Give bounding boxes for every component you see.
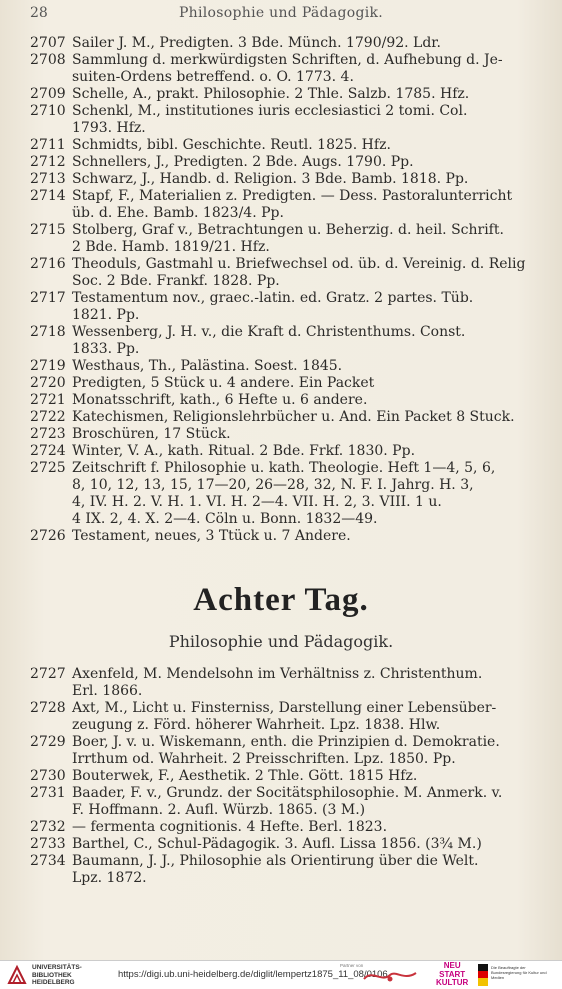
neustart-kultur-logo[interactable]: NEU START KULTUR (436, 961, 469, 987)
entry-number: 2720 (30, 375, 66, 391)
entry-list-after (30, 666, 544, 887)
section-subtitle: Philosophie und Pädagogik. (168, 632, 394, 651)
entry-text: Barthel, C., Schul-Pädagogik. 3. Aufl. Lissa 1856. (3¾ M.) (72, 836, 482, 852)
entry-text: Monatsschrift, kath., 6 Hefte u. 6 andere. (72, 392, 368, 408)
entry-number: 2717 (30, 290, 66, 306)
catalog-entry (30, 443, 544, 460)
entry-number: 2708 (30, 52, 66, 68)
entry-number: 2713 (30, 171, 66, 187)
entry-text: Wessenberg, J. H. v., die Kraft d. Christenthums. Const. 1833. Pp. (72, 324, 466, 357)
entry-text: — fermenta cognitionis. 4 Hefte. Berl. 1823. (72, 819, 388, 835)
entry-text: Schelle, A., prakt. Philosophie. 2 Thle. Salzb. 1785. Hfz. (72, 86, 470, 102)
partner-logo-icon[interactable] (360, 967, 420, 985)
entry-text: Axt, M., Licht u. Finsterniss, Darstellung einer Lebensüber- zeugung z. Förd. höherer Wahrheit. Lpz. 1838. Hlw. (72, 700, 497, 733)
entry-number: 2711 (30, 137, 66, 153)
entry-text: Baumann, J. J., Philosophie als Orientirung über die Welt. Lpz. 1872. (72, 853, 479, 886)
entry-text: Schenkl, M., institutiones iuris ecclesiastici 2 tomi. Col. 1793. Hfz. (72, 103, 468, 136)
university-library-logo-icon[interactable] (6, 964, 28, 986)
entry-number: 2716 (30, 256, 66, 272)
entry-number: 2726 (30, 528, 66, 544)
entry-number: 2719 (30, 358, 66, 374)
entry-number: 2732 (30, 819, 66, 835)
catalog-entry (30, 734, 544, 768)
federal-eagle-icon (478, 964, 488, 986)
catalog-entry (30, 700, 544, 734)
catalog-entry (30, 86, 544, 103)
catalog-entry (30, 154, 544, 171)
entry-text: Westhaus, Th., Palästina. Soest. 1845. (72, 358, 343, 374)
entry-number: 2728 (30, 700, 66, 716)
entry-number: 2734 (30, 853, 66, 869)
entry-number: 2725 (30, 460, 66, 476)
page-header (0, 5, 562, 23)
entry-number: 2729 (30, 734, 66, 750)
catalog-entry (30, 103, 544, 137)
entry-text: Axenfeld, M. Mendelsohn im Verhältniss z. Christenthum. Erl. 1866. (72, 666, 483, 699)
catalog-entry (30, 35, 544, 52)
entry-number: 2718 (30, 324, 66, 340)
entry-number: 2727 (30, 666, 66, 682)
entry-number: 2724 (30, 443, 66, 459)
entry-number: 2714 (30, 188, 66, 204)
catalog-entry (30, 853, 544, 887)
entry-list-before (30, 35, 544, 545)
entry-number: 2709 (30, 86, 66, 102)
entry-number: 2712 (30, 154, 66, 170)
catalog-entry (30, 137, 544, 154)
entry-number: 2722 (30, 409, 66, 425)
entry-text: Bouterwek, F., Aesthetik. 2 Thle. Gött. 1815 Hfz. (72, 768, 418, 784)
catalog-entry (30, 785, 544, 819)
university-library-name[interactable]: UNIVERSITÄTS- BIBLIOTHEK HEIDELBERG (32, 964, 82, 986)
entry-number: 2730 (30, 768, 66, 784)
entry-number: 2731 (30, 785, 66, 801)
partner-label: Partner von (340, 963, 364, 968)
permalink-url[interactable]: https://digi.ub.uni-heidelberg.de/diglit/lempertz1875_11_08/0106 (118, 969, 388, 980)
entry-text: Testament, neues, 3 Ttück u. 7 Andere. (72, 528, 351, 544)
section-title: Achter Tag. (193, 582, 369, 618)
catalog-entry (30, 768, 544, 785)
catalog-entry (30, 426, 544, 443)
entry-number: 2715 (30, 222, 66, 238)
viewer-footer (0, 960, 562, 989)
catalog-entry (30, 171, 544, 188)
entry-text: Boer, J. v. u. Wiskemann, enth. die Prinzipien d. Demokratie. Irrthum od. Wahrheit. 2 Preisschriften. Lpz. 1850. Pp. (72, 734, 500, 767)
entry-text: Schwarz, J., Handb. d. Religion. 3 Bde. Bamb. 1818. Pp. (72, 171, 469, 187)
entry-text: Stapf, F., Materialien z. Predigten. — Dess. Pastoralunterricht üb. d. Ehe. Bamb. 1823/4. Pp. (72, 188, 513, 221)
catalog-entry (30, 460, 544, 528)
entry-text: Stolberg, Graf v., Betrachtungen u. Beherzig. d. heil. Schrift. 2 Bde. Hamb. 1819/21. Hfz. (72, 222, 504, 255)
entry-number: 2723 (30, 426, 66, 442)
entry-text: Sammlung d. merkwürdigsten Schriften, d. Aufhebung d. Je- suiten-Ordens betreffend. o. O. 1773. 4. (72, 52, 503, 85)
entry-text: Theoduls, Gastmahl u. Briefwechsel od. üb. d. Vereinig. d. Relig Soc. 2 Bde. Frankf. 1828. Pp. (72, 256, 526, 289)
catalog-entry (30, 409, 544, 426)
catalog-entry (30, 188, 544, 222)
page-number: 28 (30, 5, 48, 21)
catalog-entry (30, 836, 544, 853)
entry-text: Schnellers, J., Predigten. 2 Bde. Augs. 1790. Pp. (72, 154, 414, 170)
entry-text: Sailer J. M., Predigten. 3 Bde. Münch. 1790/92. Ldr. (72, 35, 441, 51)
entry-text: Zeitschrift f. Philosophie u. kath. Theologie. Heft 1—4, 5, 6, 8, 10, 12, 13, 15, 17—20, 26—28, 32, N. F. I. Jahrg. H. 3, 4, IV. H. 2. V. H. 1. VI. H. 2—4. VII. H. 2, 3. VIII. 1 u. 4 IX. 2, 4. X. 2—4. Cöln u. Bonn. 1832—49. (72, 460, 496, 527)
federal-commissioner-text: Die Beauftragte der Bundesregierung für Kultur und Medien (491, 965, 547, 980)
running-title: Philosophie und Pädagogik. (178, 5, 384, 21)
catalog-entry (30, 528, 544, 545)
entry-text: Predigten, 5 Stück u. 4 andere. Ein Packet (72, 375, 375, 391)
entry-text: Broschüren, 17 Stück. (72, 426, 231, 442)
catalog-entry (30, 256, 544, 290)
catalog-entry (30, 666, 544, 700)
catalog-entry (30, 324, 544, 358)
entry-text: Testamentum nov., graec.-latin. ed. Gratz. 2 partes. Tüb. 1821. Pp. (72, 290, 474, 323)
catalog-entry (30, 290, 544, 324)
catalog-entry (30, 819, 544, 836)
entry-number: 2733 (30, 836, 66, 852)
catalog-entry (30, 358, 544, 375)
entry-text: Schmidts, bibl. Geschichte. Reutl. 1825. Hfz. (72, 137, 391, 153)
entry-number: 2710 (30, 103, 66, 119)
entry-text: Winter, V. A., kath. Ritual. 2 Bde. Frkf. 1830. Pp. (72, 443, 416, 459)
entry-number: 2707 (30, 35, 66, 51)
catalog-entry (30, 392, 544, 409)
catalog-entry (30, 375, 544, 392)
catalog-entry (30, 52, 544, 86)
entry-number: 2721 (30, 392, 66, 408)
entry-text: Katechismen, Religionslehrbücher u. And. Ein Packet 8 Stuck. (72, 409, 515, 425)
entry-text: Baader, F. v., Grundz. der Socitätsphilosophie. M. Anmerk. v. F. Hoffmann. 2. Aufl. Würzb. 1865. (3 M.) (72, 785, 503, 818)
catalog-entry (30, 222, 544, 256)
